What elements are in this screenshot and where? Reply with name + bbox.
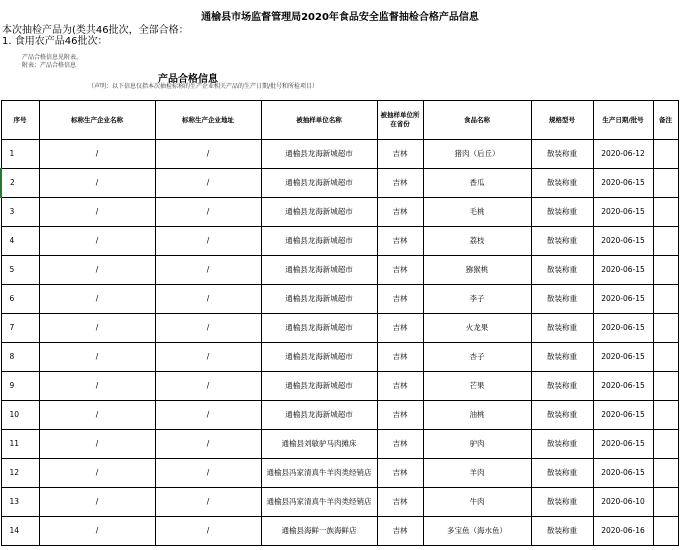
food-name-cell[interactable]: 羊肉 bbox=[423, 459, 531, 488]
header-cell[interactable]: 标称生产企业地址 bbox=[155, 101, 261, 140]
sampled-unit-cell[interactable]: 通榆县龙海新城超市 bbox=[261, 285, 377, 314]
row-number[interactable]: 4 bbox=[1, 227, 39, 256]
remark-cell[interactable] bbox=[653, 314, 678, 343]
address-cell[interactable]: / bbox=[155, 488, 261, 517]
remark-cell[interactable] bbox=[653, 198, 678, 227]
spec-cell[interactable]: 散装称重 bbox=[531, 256, 593, 285]
date-cell[interactable]: 2020-06-15 bbox=[593, 401, 653, 430]
province-cell[interactable]: 吉林 bbox=[377, 314, 423, 343]
province-cell[interactable]: 吉林 bbox=[377, 430, 423, 459]
table-row bbox=[1, 430, 678, 459]
province-cell[interactable]: 吉林 bbox=[377, 256, 423, 285]
remark-cell[interactable] bbox=[653, 227, 678, 256]
remark-cell[interactable] bbox=[653, 343, 678, 372]
table-row bbox=[1, 285, 678, 314]
food-name-cell[interactable]: 油桃 bbox=[423, 401, 531, 430]
food-name-cell[interactable]: 驴肉 bbox=[423, 430, 531, 459]
address-cell[interactable]: / bbox=[155, 314, 261, 343]
food-name-cell[interactable]: 香瓜 bbox=[423, 169, 531, 198]
maker-cell[interactable]: / bbox=[39, 285, 155, 314]
table-row bbox=[1, 227, 678, 256]
remark-cell[interactable] bbox=[653, 517, 678, 546]
row-number[interactable]: 6 bbox=[1, 285, 39, 314]
table-row bbox=[1, 140, 678, 169]
sampled-unit-cell[interactable]: 通榆县冯家清真牛羊肉类经销店 bbox=[261, 459, 377, 488]
address-cell[interactable]: / bbox=[155, 140, 261, 169]
note-line-1: 产品合格信息见附表。 bbox=[22, 54, 83, 61]
spec-cell[interactable]: 散装称重 bbox=[531, 372, 593, 401]
address-cell[interactable]: / bbox=[155, 169, 261, 198]
food-name-cell[interactable]: 芒果 bbox=[423, 372, 531, 401]
province-cell[interactable]: 吉林 bbox=[377, 285, 423, 314]
maker-cell[interactable]: / bbox=[39, 198, 155, 227]
date-cell[interactable]: 2020-06-15 bbox=[593, 372, 653, 401]
header-cell[interactable]: 被抽样单位所在省份 bbox=[377, 101, 423, 140]
row-number[interactable]: 3 bbox=[1, 198, 39, 227]
sampled-unit-cell[interactable]: 通榆县龙海新城超市 bbox=[261, 256, 377, 285]
spec-cell[interactable]: 散装称重 bbox=[531, 517, 593, 546]
maker-cell[interactable]: / bbox=[39, 140, 155, 169]
maker-cell[interactable]: / bbox=[39, 517, 155, 546]
sampled-unit-cell[interactable]: 通榆县龙海新城超市 bbox=[261, 140, 377, 169]
province-cell[interactable]: 吉林 bbox=[377, 372, 423, 401]
date-cell[interactable]: 2020-06-10 bbox=[593, 488, 653, 517]
province-cell[interactable]: 吉林 bbox=[377, 227, 423, 256]
address-cell[interactable]: / bbox=[155, 227, 261, 256]
remark-cell[interactable] bbox=[653, 488, 678, 517]
note-line-2: 附表：产品合格信息 bbox=[22, 62, 77, 69]
row-number[interactable]: 14 bbox=[1, 517, 39, 546]
table-row bbox=[1, 343, 678, 372]
date-cell[interactable]: 2020-06-15 bbox=[593, 227, 653, 256]
sampled-unit-cell[interactable]: 通榆县龙海新城超市 bbox=[261, 343, 377, 372]
table-row bbox=[1, 372, 678, 401]
date-cell[interactable]: 2020-06-15 bbox=[593, 169, 653, 198]
row-number[interactable]: 9 bbox=[1, 372, 39, 401]
row-number[interactable]: 12 bbox=[1, 459, 39, 488]
food-name-cell[interactable]: 猕猴桃 bbox=[423, 256, 531, 285]
maker-cell[interactable]: / bbox=[39, 343, 155, 372]
spec-cell[interactable]: 散装称重 bbox=[531, 343, 593, 372]
maker-cell[interactable]: / bbox=[39, 256, 155, 285]
address-cell[interactable]: / bbox=[155, 401, 261, 430]
table-subtitle: 产品合格信息 bbox=[158, 74, 218, 85]
food-name-cell[interactable]: 多宝鱼（海水鱼） bbox=[423, 517, 531, 546]
address-cell[interactable]: / bbox=[155, 430, 261, 459]
date-cell[interactable]: 2020-06-15 bbox=[593, 314, 653, 343]
table-body bbox=[1, 140, 678, 546]
province-cell[interactable]: 吉林 bbox=[377, 343, 423, 372]
disclaimer-text: （声明：以下信息仅指本次抽检标称的生产企业相关产品的生产日期/批号和所检项目） bbox=[88, 83, 319, 90]
remark-cell[interactable] bbox=[653, 372, 678, 401]
sampled-unit-cell[interactable]: 通榆县龙海新城超市 bbox=[261, 198, 377, 227]
spec-cell[interactable]: 散装称重 bbox=[531, 140, 593, 169]
row-number[interactable]: 2 bbox=[1, 169, 39, 198]
address-cell[interactable]: / bbox=[155, 372, 261, 401]
maker-cell[interactable]: / bbox=[39, 459, 155, 488]
table-row bbox=[1, 198, 678, 227]
table-header-row bbox=[1, 101, 678, 140]
maker-cell[interactable]: / bbox=[39, 169, 155, 198]
date-cell[interactable]: 2020-06-15 bbox=[593, 285, 653, 314]
address-cell[interactable]: / bbox=[155, 256, 261, 285]
product-table bbox=[0, 100, 679, 546]
header-cell[interactable]: 备注 bbox=[653, 101, 678, 140]
table-row bbox=[1, 517, 678, 546]
maker-cell[interactable]: / bbox=[39, 488, 155, 517]
table-row bbox=[1, 488, 678, 517]
row-number[interactable]: 13 bbox=[1, 488, 39, 517]
header-cell[interactable]: 生产日期/批号 bbox=[593, 101, 653, 140]
remark-cell[interactable] bbox=[653, 256, 678, 285]
table-row bbox=[1, 401, 678, 430]
remark-cell[interactable] bbox=[653, 140, 678, 169]
sampled-unit-cell[interactable]: 通榆县海鲜一族海鲜店 bbox=[261, 517, 377, 546]
spec-cell[interactable]: 散装称重 bbox=[531, 198, 593, 227]
remark-cell[interactable] bbox=[653, 401, 678, 430]
remark-cell[interactable] bbox=[653, 169, 678, 198]
spec-cell[interactable]: 散装称重 bbox=[531, 459, 593, 488]
remark-cell[interactable] bbox=[653, 285, 678, 314]
food-name-cell[interactable]: 猪肉（后丘） bbox=[423, 140, 531, 169]
address-cell[interactable]: / bbox=[155, 343, 261, 372]
province-cell[interactable]: 吉林 bbox=[377, 401, 423, 430]
row-number[interactable]: 7 bbox=[1, 314, 39, 343]
date-cell[interactable]: 2020-06-15 bbox=[593, 430, 653, 459]
food-name-cell[interactable]: 杏子 bbox=[423, 343, 531, 372]
spec-cell[interactable]: 散装称重 bbox=[531, 169, 593, 198]
row-number[interactable]: 10 bbox=[1, 401, 39, 430]
maker-cell[interactable]: / bbox=[39, 227, 155, 256]
food-name-cell[interactable]: 荔枝 bbox=[423, 227, 531, 256]
date-cell[interactable]: 2020-06-12 bbox=[593, 140, 653, 169]
sampled-unit-cell[interactable]: 通榆县龙海新城超市 bbox=[261, 372, 377, 401]
food-name-cell[interactable]: 毛桃 bbox=[423, 198, 531, 227]
address-cell[interactable]: / bbox=[155, 285, 261, 314]
address-cell[interactable]: / bbox=[155, 517, 261, 546]
category-line: 1. 食用农产品46批次： bbox=[2, 36, 108, 47]
table-row bbox=[1, 314, 678, 343]
sampled-unit-cell[interactable]: 通榆县冯家清真牛羊肉类经销店 bbox=[261, 488, 377, 517]
sampled-unit-cell[interactable]: 通榆县龙海新城超市 bbox=[261, 169, 377, 198]
spec-cell[interactable]: 散装称重 bbox=[531, 401, 593, 430]
remark-cell[interactable] bbox=[653, 459, 678, 488]
province-cell[interactable]: 吉林 bbox=[377, 488, 423, 517]
province-cell[interactable]: 吉林 bbox=[377, 169, 423, 198]
address-cell[interactable]: / bbox=[155, 459, 261, 488]
table-row bbox=[1, 256, 678, 285]
maker-cell[interactable]: / bbox=[39, 314, 155, 343]
date-cell[interactable]: 2020-06-15 bbox=[593, 459, 653, 488]
spec-cell[interactable]: 散装称重 bbox=[531, 285, 593, 314]
sampled-unit-cell[interactable]: 通榆县龙海新城超市 bbox=[261, 401, 377, 430]
maker-cell[interactable]: / bbox=[39, 372, 155, 401]
date-cell[interactable]: 2020-06-16 bbox=[593, 517, 653, 546]
address-cell[interactable]: / bbox=[155, 198, 261, 227]
row-number[interactable]: 5 bbox=[1, 256, 39, 285]
row-number[interactable]: 8 bbox=[1, 343, 39, 372]
sampled-unit-cell[interactable]: 通榆县龙海新城超市 bbox=[261, 314, 377, 343]
food-name-cell[interactable]: 李子 bbox=[423, 285, 531, 314]
remark-cell[interactable] bbox=[653, 430, 678, 459]
province-cell[interactable]: 吉林 bbox=[377, 140, 423, 169]
document-title: 通榆县市场监督管理局2020年食品安全监督抽检合格产品信息 bbox=[201, 12, 479, 23]
sampled-unit-cell[interactable]: 通榆县龙海新城超市 bbox=[261, 227, 377, 256]
spec-cell[interactable]: 散装称重 bbox=[531, 314, 593, 343]
table-row bbox=[1, 459, 678, 488]
header-cell[interactable]: 被抽样单位名称 bbox=[261, 101, 377, 140]
spec-cell[interactable]: 散装称重 bbox=[531, 488, 593, 517]
province-cell[interactable]: 吉林 bbox=[377, 198, 423, 227]
date-cell[interactable]: 2020-06-15 bbox=[593, 198, 653, 227]
row-number[interactable]: 11 bbox=[1, 430, 39, 459]
header-cell[interactable]: 序号 bbox=[1, 101, 39, 140]
food-name-cell[interactable]: 火龙果 bbox=[423, 314, 531, 343]
header-cell[interactable]: 标称生产企业名称 bbox=[39, 101, 155, 140]
row-number[interactable]: 1 bbox=[1, 140, 39, 169]
maker-cell[interactable]: / bbox=[39, 401, 155, 430]
province-cell[interactable]: 吉林 bbox=[377, 517, 423, 546]
table-row bbox=[1, 169, 678, 198]
maker-cell[interactable]: / bbox=[39, 430, 155, 459]
header-cell[interactable]: 规格型号 bbox=[531, 101, 593, 140]
food-name-cell[interactable]: 牛肉 bbox=[423, 488, 531, 517]
spec-cell[interactable]: 散装称重 bbox=[531, 227, 593, 256]
sampled-unit-cell[interactable]: 通榆县刘敏驴马肉摊床 bbox=[261, 430, 377, 459]
date-cell[interactable]: 2020-06-15 bbox=[593, 256, 653, 285]
summary-line: 本次抽检产品为(类共46批次，全部合格： bbox=[2, 25, 189, 36]
spec-cell[interactable]: 散装称重 bbox=[531, 430, 593, 459]
date-cell[interactable]: 2020-06-15 bbox=[593, 343, 653, 372]
header-cell[interactable]: 食品名称 bbox=[423, 101, 531, 140]
province-cell[interactable]: 吉林 bbox=[377, 459, 423, 488]
